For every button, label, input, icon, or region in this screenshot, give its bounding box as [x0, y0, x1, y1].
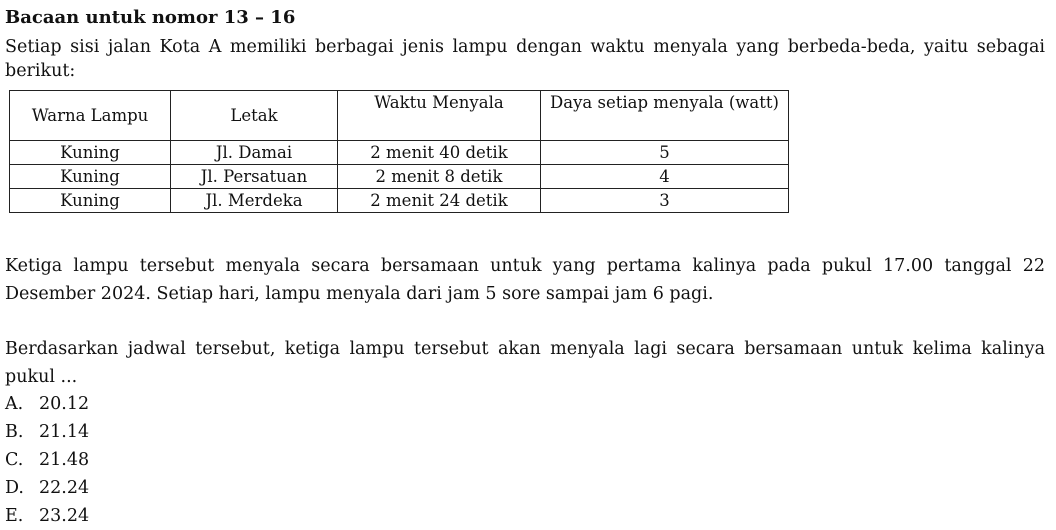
cell-daya: 5: [541, 141, 789, 165]
header-waktu-menyala: Waktu Menyala: [338, 91, 541, 141]
option-text: 20.12: [39, 394, 90, 414]
option-c[interactable]: [5, 446, 89, 474]
cell-waktu: 2 menit 8 detik: [338, 165, 541, 189]
header-letak: Letak: [171, 91, 338, 141]
cell-letak: Jl. Damai: [171, 141, 338, 165]
answer-options: [5, 390, 89, 530]
option-d[interactable]: [5, 474, 89, 502]
option-text: 23.24: [39, 506, 90, 526]
cell-waktu: 2 menit 40 detik: [338, 141, 541, 165]
option-text: 21.48: [39, 450, 90, 470]
option-text: 22.24: [39, 478, 90, 498]
table-row: [10, 189, 789, 213]
option-b[interactable]: [5, 418, 89, 446]
context-paragraph: Ketiga lampu tersebut menyala secara bersamaan untuk yang pertama kalinya pada pukul 17.00 tanggal 22 Desember 2024. Setiap hari, lampu menyala dari jam 5 sore sampai jam 6 pagi.: [5, 256, 1045, 304]
header-daya: Daya setiap menyala (watt): [541, 91, 789, 141]
cell-waktu: 2 menit 24 detik: [338, 189, 541, 213]
cell-letak: Jl. Persatuan: [171, 165, 338, 189]
cell-daya: 3: [541, 189, 789, 213]
option-letter: C.: [5, 450, 24, 470]
table-header-row: [10, 91, 789, 141]
header-warna-lampu: Warna Lampu: [10, 91, 171, 141]
lamp-table: [9, 90, 789, 213]
option-a[interactable]: [5, 390, 89, 418]
table-row: [10, 165, 789, 189]
cell-daya: 4: [541, 165, 789, 189]
table-row: [10, 141, 789, 165]
cell-warna: Kuning: [10, 165, 171, 189]
option-text: 21.14: [39, 422, 90, 442]
option-letter: D.: [5, 478, 24, 498]
question-paragraph: Berdasarkan jadwal tersebut, ketiga lampu tersebut akan menyala lagi secara bersamaan untuk kelima kalinya pukul ...: [5, 339, 1045, 387]
option-letter: A.: [5, 394, 24, 414]
intro-paragraph: Setiap sisi jalan Kota A memiliki berbagai jenis lampu dengan waktu menyala yang berbeda-beda, yaitu sebagai berikut:: [5, 37, 1045, 81]
reading-heading: Bacaan untuk nomor 13 – 16: [5, 7, 296, 28]
cell-warna: Kuning: [10, 189, 171, 213]
option-letter: B.: [5, 422, 24, 442]
cell-letak: Jl. Merdeka: [171, 189, 338, 213]
option-letter: E.: [5, 506, 24, 526]
cell-warna: Kuning: [10, 141, 171, 165]
